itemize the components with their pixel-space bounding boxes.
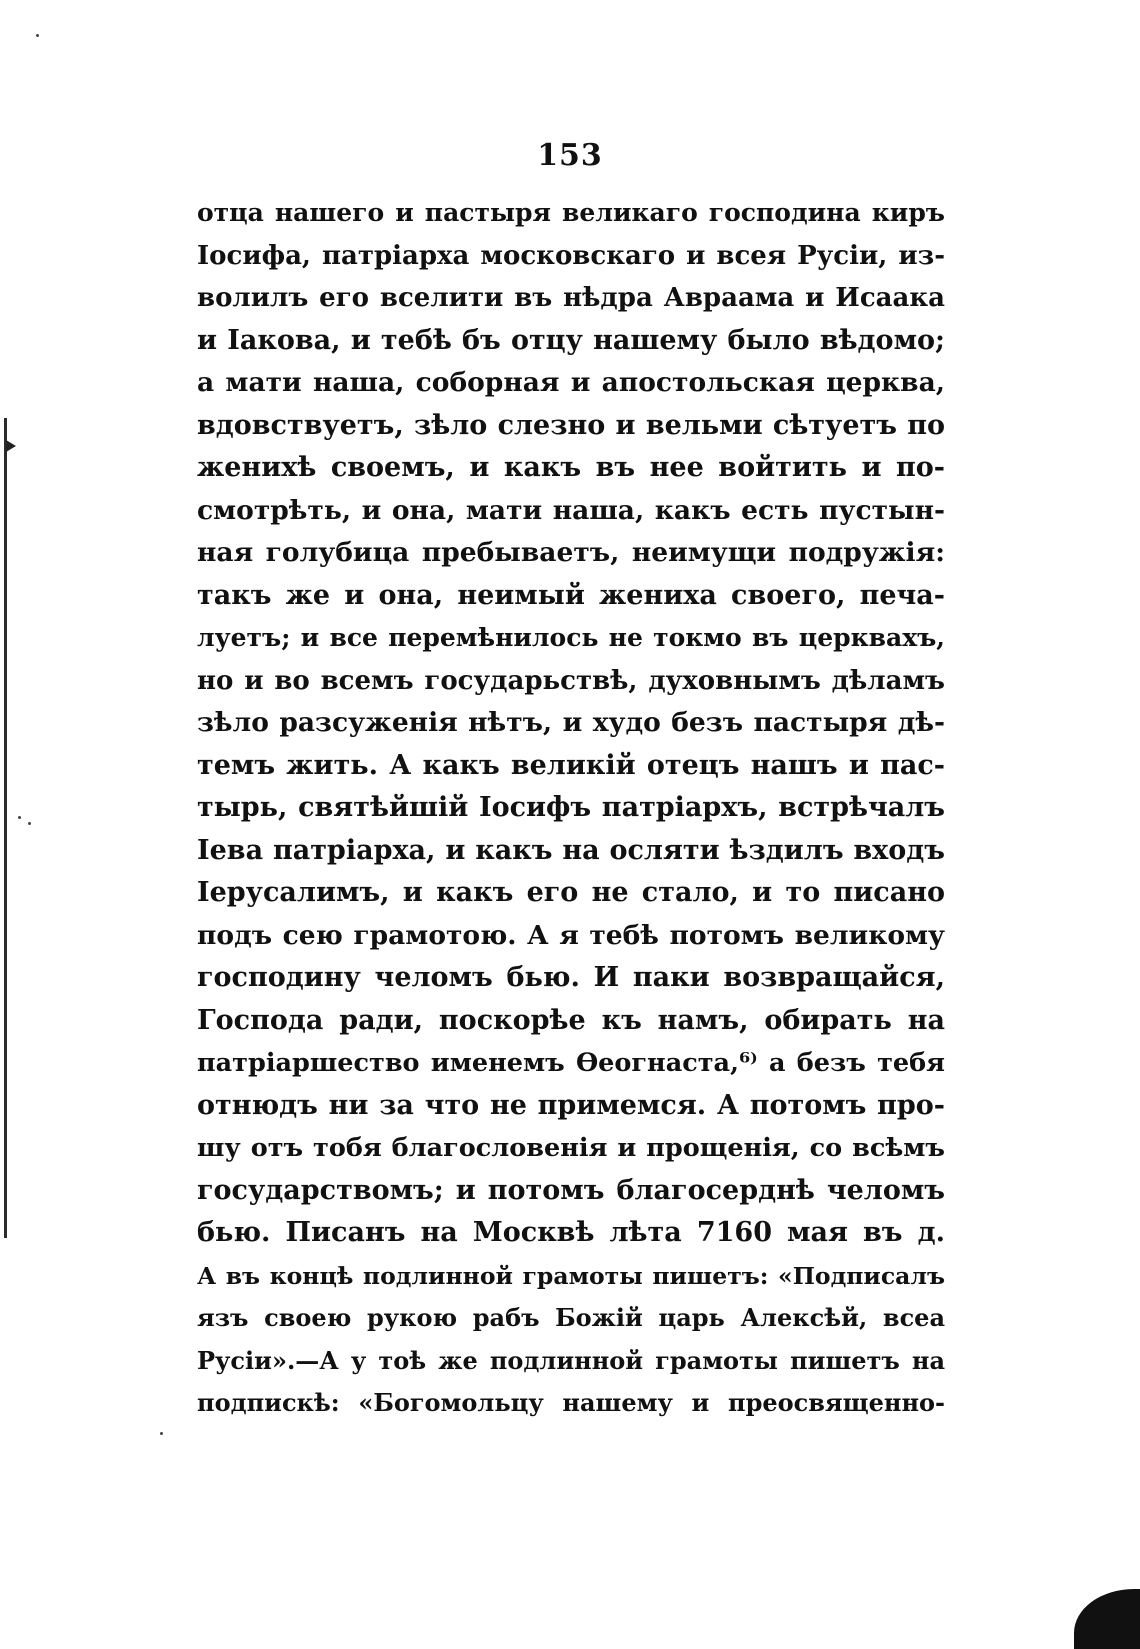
text-line: государствомъ; и потомъ благосерднѣ челомъ xyxy=(197,1174,945,1206)
text-line: ная голубица пребываетъ, неимущи подружія: xyxy=(197,537,945,568)
text-line: Русіи».—А у тоѣ же подлинной грамоты пишетъ на xyxy=(197,1345,945,1375)
margin-binding-line xyxy=(4,418,7,1238)
text-line: а мати наша, соборная и апостольская церква, xyxy=(197,367,945,398)
margin-arrow-icon xyxy=(6,440,16,452)
text-line: и Іакова, и тебѣ бъ отцу нашему было вѣдомо; xyxy=(197,324,945,356)
text-line: женихѣ своемъ, и какъ въ нее войтить и по- xyxy=(197,452,945,483)
page-corner-shadow xyxy=(1074,1589,1140,1649)
scan-speck xyxy=(18,816,21,819)
text-line: подпискѣ: «Богомольцу нашему и преосвященно- xyxy=(197,1388,945,1417)
text-line: темъ жить. А какъ великій отецъ нашъ и пас- xyxy=(197,749,945,781)
text-line: господину челомъ бью. И паки возвращайся, xyxy=(197,962,945,993)
text-line: патріаршество именемъ Ѳеогнаста,⁶⁾ а безъ тебя xyxy=(197,1048,945,1078)
text-line: Іева патріарха, и какъ на осляти ѣздилъ входъ xyxy=(197,834,945,866)
text-line: Іосифа, патріарха московскаго и всея Русіи, из- xyxy=(197,240,945,271)
text-line: бью. Писанъ на Москвѣ лѣта 7160 мая въ д. xyxy=(197,1217,945,1248)
page-number: 153 xyxy=(537,138,603,173)
body-text xyxy=(197,192,945,1425)
text-line: луетъ; и все перемѣнилось не токмо въ церквахъ, xyxy=(197,623,945,652)
text-line: отнюдъ ни за что не примемся. А потомъ про- xyxy=(197,1089,945,1121)
text-line: подъ сею грамотою. А я тебѣ потомъ великому xyxy=(197,919,945,951)
text-line: но и во всемъ государьствѣ, духовнымъ дѣламъ xyxy=(197,665,945,696)
text-line: вдовствуетъ, зѣло слезно и вельми сѣтуетъ по xyxy=(197,409,945,441)
scan-speck xyxy=(28,822,31,825)
scan-speck xyxy=(36,34,39,37)
text-line: А въ концѣ подлинной грамоты пишетъ: «Подписалъ xyxy=(197,1261,945,1290)
text-line: зѣло разсуженія нѣтъ, и худо безъ пастыря дѣ- xyxy=(197,707,945,738)
text-line: смотрѣть, и она, мати наша, какъ есть пустын- xyxy=(197,494,945,526)
text-line: такъ же и она, неимый жениха своего, печа- xyxy=(197,579,945,611)
text-line: язъ своею рукою рабъ Божій царь Алексѣй, всеа xyxy=(197,1303,945,1332)
text-line: отца нашего и пастыря великаго господина киръ xyxy=(197,198,945,227)
text-line: шу отъ тобя благословенія и прощенія, со всѣмъ xyxy=(197,1133,945,1163)
text-line: волилъ его вселити въ нѣдра Авраама и Исаака xyxy=(197,283,945,313)
text-line: Іерусалимъ, и какъ его не стало, и то писано xyxy=(197,877,945,908)
scan-speck xyxy=(160,1432,163,1435)
text-line: тырь, святѣйшій Іосифъ патріархъ, встрѣчалъ xyxy=(197,792,945,823)
text-line: Господа ради, поскорѣе къ намъ, обирать на xyxy=(197,1004,945,1036)
